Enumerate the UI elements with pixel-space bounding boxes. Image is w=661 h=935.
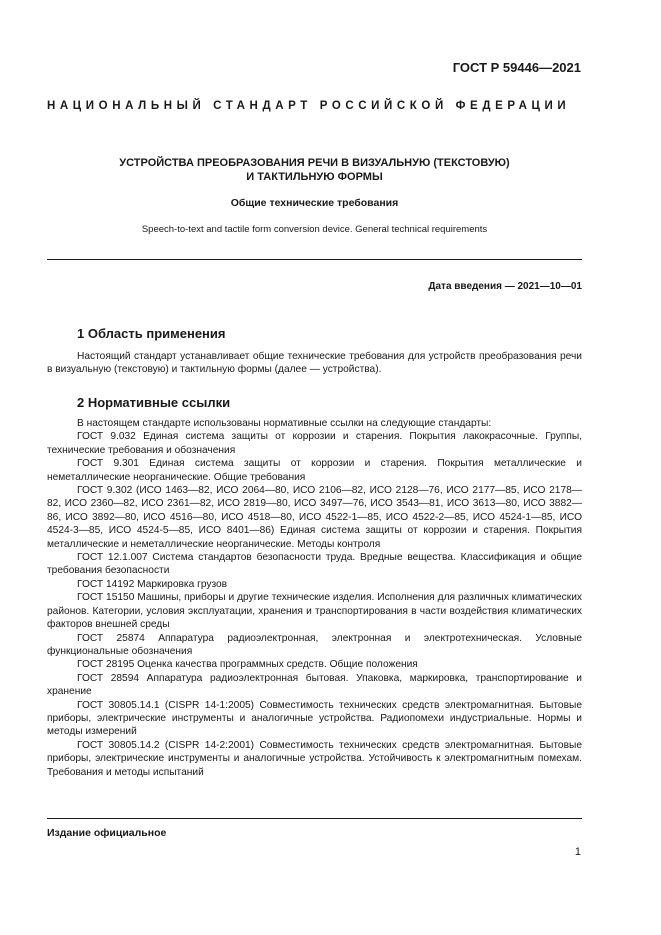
page-number: 1: [574, 846, 581, 858]
section-1-paragraph: Настоящий стандарт устанавливает общие технические требования для устройств преобразования речи в визуальную (текстовую) и тактильную формы (далее — устройства).: [47, 351, 582, 376]
introduction-date: Дата введения — 2021—10—01: [428, 281, 582, 292]
reference-item: ГОСТ 30805.14.1 (CISPR 14-1:2005) Совместимость технических средств электромагнитная. Бытовые приборы, электрические инструменты и аналогичные устройства. Радиопомехи индустриальные. Нормы и методы измерений: [47, 699, 582, 738]
reference-item: ГОСТ 14192 Маркировка грузов: [77, 578, 228, 590]
footer-divider: [47, 818, 582, 819]
section-2-heading: 2 Нормативные ссылки: [77, 395, 231, 410]
reference-item: ГОСТ 12.1.007 Система стандартов безопасности труда. Вредные вещества. Классификация и общие требования безопасности: [47, 552, 582, 577]
title-line-1: УСТРОЙСТВА ПРЕОБРАЗОВАНИЯ РЕЧИ В ВИЗУАЛЬНУЮ (ТЕКСТОВУЮ): [119, 157, 510, 169]
document-number: ГОСТ Р 59446—2021: [452, 60, 581, 75]
national-standard-banner: НАЦИОНАЛЬНЫЙ СТАНДАРТ РОССИЙСКОЙ ФЕДЕРАЦИИ: [47, 100, 571, 112]
references-intro: В настоящем стандарте использованы нормативные ссылки на следующие стандарты:: [77, 418, 492, 429]
document-title: [47, 156, 582, 184]
title-line-2: И ТАКТИЛЬНУЮ ФОРМЫ: [246, 171, 383, 183]
section-1-body: [47, 350, 582, 377]
reference-item: ГОСТ 9.301 Единая система защиты от коррозии и старения. Покрытия металлические и неметаллические неорганические. Общие требования: [47, 458, 582, 483]
reference-item: ГОСТ 30805.14.2 (CISPR 14-2:2001) Совместимость технических средств электромагнитная. Бытовые приборы, электрические инструменты и аналогичные устройства. Устойчивость к электромагнитным помехам. Требования и методы испытаний: [47, 739, 582, 778]
reference-item: ГОСТ 28594 Аппаратура радиоэлектронная бытовая. Упаковка, маркировка, транспортирование и хранение: [47, 672, 582, 698]
reference-item: ГОСТ 28195 Оценка качества программных средств. Общие положения: [77, 659, 418, 671]
reference-item: ГОСТ 25874 Аппаратура радиоэлектронная, электронная и электротехническая. Условные функциональные обозначения: [47, 632, 582, 657]
reference-item: ГОСТ 9.302 (ИСО 1463—82, ИСО 2064—80, ИСО 2106—82, ИСО 2128—76, ИСО 2177—85, ИСО 2178—82, ИСО 2360—82, ИСО 2361—82, ИСО 2819—80, ИСО 3497—76, ИСО 3543—81, ИСО 3613—80, ИСО 3882—86, ИСО 3892—80, ИСО 4516—80, ИСО 4518—80, ИСО 4522-1—85, ИСО 4522-2—85, ИСО 4524-1—85, ИСО 4524-3—85, ИСО 4524-5—85, ИСО 8401—86) Единая система защиты от коррозии и старения. Покрытия металлические и неметаллические неорганические. Методы контроля: [47, 485, 582, 550]
document-subtitle: Общие технические требования: [230, 197, 399, 209]
official-edition-label: Издание официальное: [47, 827, 167, 839]
section-1-heading: 1 Область применения: [77, 326, 226, 341]
reference-item: ГОСТ 9.032 Единая система защиты от коррозии и старения. Покрытия лакокрасочные. Группы, технические требования и обозначения: [47, 431, 582, 456]
english-title: Speech-to-text and tactile form conversion device. General technical requirements: [141, 224, 488, 235]
title-divider: [47, 259, 582, 260]
reference-item: ГОСТ 15150 Машины, приборы и другие технические изделия. Исполнения для различных климатических районов. Категории, условия эксплуатации, хранения и транспортирования в части воздействия климатических факторов внешней среды: [47, 592, 582, 631]
normative-references-list: [47, 417, 582, 779]
